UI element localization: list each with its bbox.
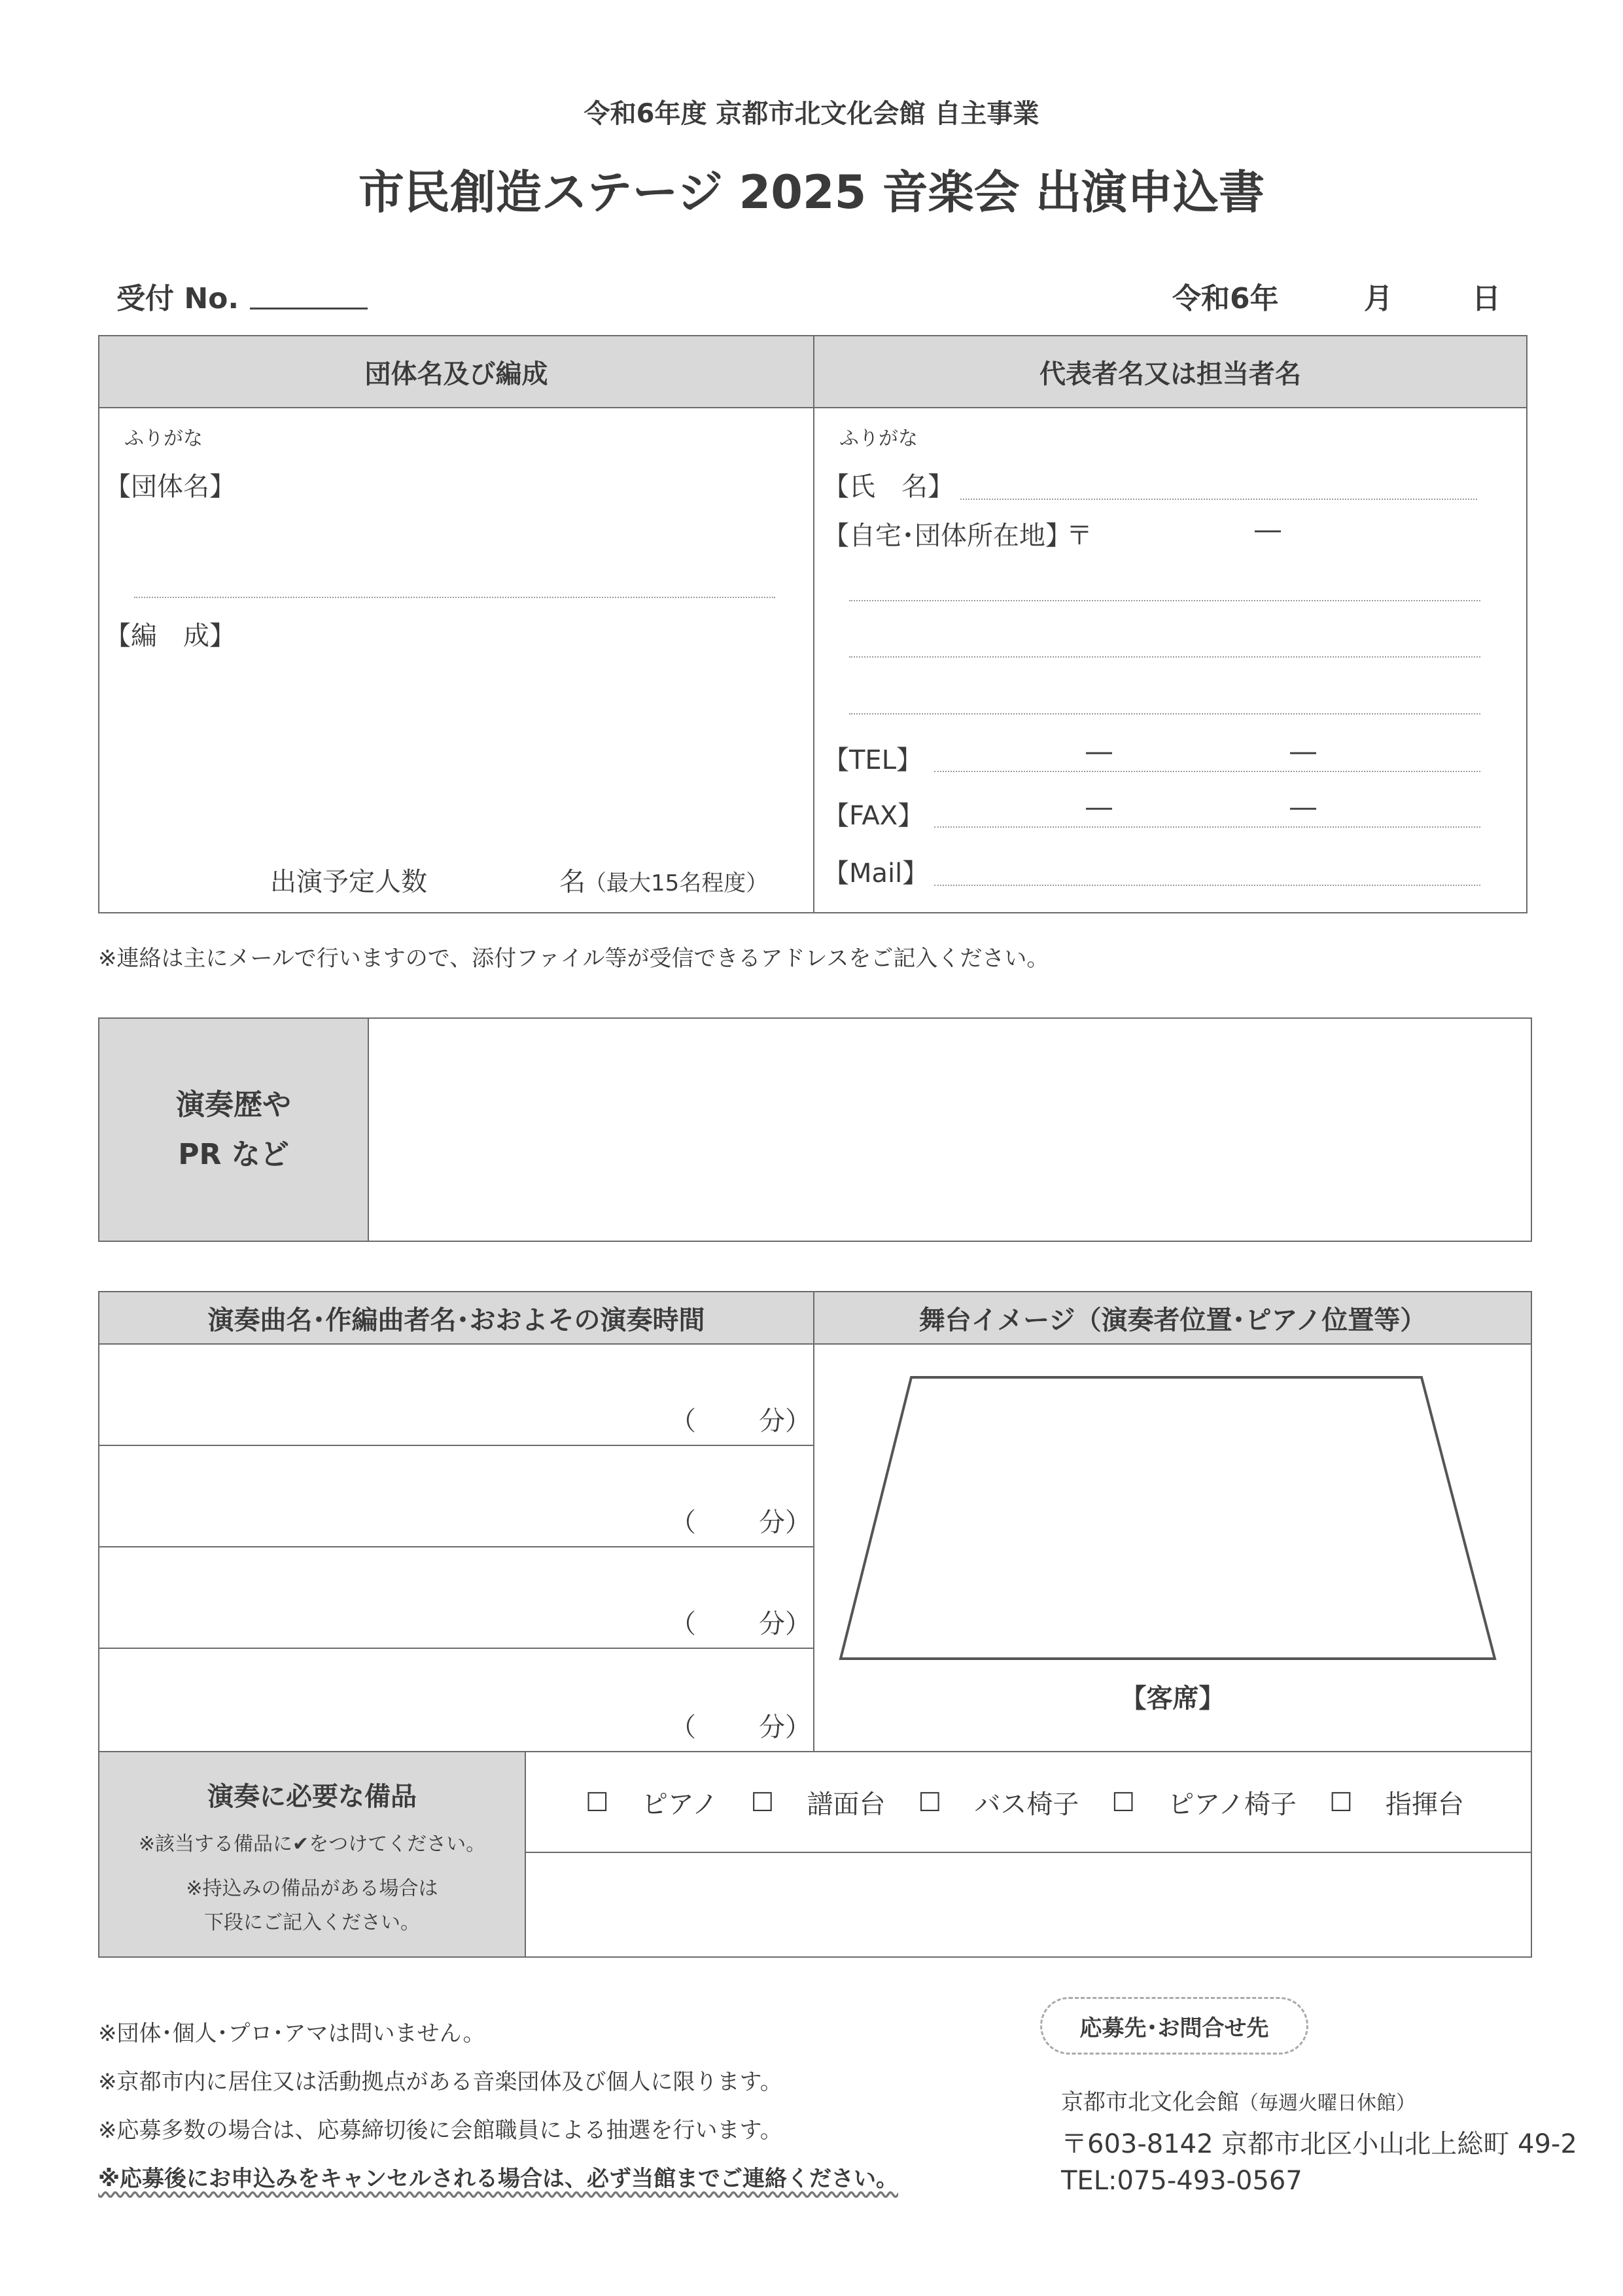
name-label: 【氏 名】 <box>823 472 954 502</box>
pr-label-cell <box>99 1019 368 1241</box>
receipt-label: 受付 No. <box>116 282 239 315</box>
contact-badge-label: 応募先･お問合せ先 <box>1079 2015 1269 2041</box>
group-header <box>99 336 813 407</box>
tel-dash-1: ― <box>1086 737 1112 767</box>
fax-dash-2: ― <box>1290 792 1316 822</box>
column-divider <box>813 335 814 913</box>
fax-field[interactable] <box>934 826 1480 828</box>
form-title: 市民創造ステージ 2025 音楽会 出演申込書 <box>358 166 1265 219</box>
equipment-note-bring-2: 下段にご記入ください。 <box>204 1911 420 1934</box>
program-row[interactable] <box>99 1446 812 1546</box>
duration-open-paren: （ <box>670 1609 696 1639</box>
contact-org <box>1061 2084 1416 2116</box>
equipment-options <box>585 1784 1464 1821</box>
date-day: 日 <box>1472 282 1501 315</box>
group-header-label: 団体名及び編成 <box>364 359 548 389</box>
postal-dash: ― <box>1255 515 1281 545</box>
fax-dash-1: ― <box>1086 792 1112 822</box>
equipment-divider <box>525 1751 526 1958</box>
tel-label: 【TEL】 <box>823 745 922 775</box>
option-music-stand-label: 譜面台 <box>807 1790 886 1820</box>
equipment-label-cell <box>99 1752 525 1956</box>
pr-input-area[interactable] <box>370 1020 1529 1239</box>
program-row[interactable] <box>99 1345 812 1445</box>
mail-field[interactable] <box>934 885 1480 886</box>
group-name-label: 【団体名】 <box>105 472 236 502</box>
tel-field[interactable] <box>934 771 1480 772</box>
contact-badge <box>1040 1997 1308 2055</box>
address-field-1[interactable] <box>849 600 1480 601</box>
duration-unit: 分） <box>759 1609 811 1639</box>
checkbox-bass-chair[interactable]: ☐ <box>918 1787 942 1818</box>
date-year: 令和6年 <box>1172 282 1279 315</box>
footer-note: ※団体･個人･プロ･アマは問いません。 <box>98 2021 485 2047</box>
formation-label: 【編 成】 <box>105 621 236 651</box>
duration-unit: 分） <box>759 1508 811 1538</box>
members-note: （最大15名程度） <box>584 870 769 896</box>
program-row[interactable] <box>99 1547 812 1648</box>
address-field-2[interactable] <box>849 656 1480 658</box>
equipment-note-check: ※該当する備品に✔をつけてください。 <box>138 1833 486 1856</box>
date-month: 月 <box>1364 282 1393 315</box>
contact-org-note: （毎週火曜日休館） <box>1239 2092 1416 2115</box>
stage-header-label: 舞台イメージ（演奏者位置･ピアノ位置等） <box>918 1305 1427 1335</box>
mail-label: 【Mail】 <box>823 858 929 889</box>
equipment-bring-input[interactable] <box>527 1854 1529 1955</box>
duration-unit: 分） <box>759 1406 811 1436</box>
receipt-underline <box>250 308 368 309</box>
representative-header <box>814 336 1526 407</box>
name-field[interactable] <box>960 499 1477 500</box>
contact-org-name: 京都市北文化会館 <box>1061 2089 1239 2115</box>
program-header-label: 演奏曲名･作編曲者名･おおよその演奏時間 <box>207 1305 705 1335</box>
furigana-label-left: ふりがな <box>124 427 203 450</box>
option-piano-label: ピアノ <box>641 1790 718 1820</box>
pr-divider <box>368 1017 369 1242</box>
form-subtitle: 令和6年度 京都市北文化会館 自主事業 <box>584 99 1039 129</box>
group-name-field[interactable] <box>134 597 775 598</box>
duration-open-paren: （ <box>670 1712 696 1742</box>
furigana-label-right: ふりがな <box>839 427 918 450</box>
fax-label: 【FAX】 <box>823 801 924 831</box>
checkbox-music-stand[interactable]: ☐ <box>750 1787 775 1818</box>
address-field-3[interactable] <box>849 713 1480 715</box>
checkbox-podium[interactable]: ☐ <box>1329 1787 1353 1818</box>
footer-note-cancel: ※応募後にお申込みをキャンセルされる場合は、必ず当館までご連絡ください。 <box>98 2166 899 2192</box>
tel-dash-2: ― <box>1290 737 1316 767</box>
postal-mark: 〒 <box>1066 521 1092 551</box>
program-header <box>99 1292 813 1343</box>
duration-unit: 分） <box>759 1712 811 1742</box>
duration-open-paren: （ <box>670 1406 696 1436</box>
checkbox-piano[interactable]: ☐ <box>585 1787 609 1818</box>
pr-label-line2: PR など <box>178 1137 289 1171</box>
members-unit: 名 <box>559 867 585 897</box>
footer-note: ※京都市内に居住又は活動拠点がある音楽団体及び個人に限ります。 <box>98 2069 782 2095</box>
address-label: 【自宅･団体所在地】 <box>823 521 1072 551</box>
contact-address: 〒603-8142 京都市北区小山北上総町 49-2 <box>1061 2129 1577 2159</box>
option-piano-chair-label: ピアノ椅子 <box>1168 1790 1297 1820</box>
program-row[interactable] <box>99 1649 812 1751</box>
stage-outline <box>841 1377 1495 1659</box>
option-podium-label: 指揮台 <box>1385 1790 1464 1820</box>
pr-label-line1: 演奏歴や <box>176 1087 291 1122</box>
contact-note: ※連絡は主にメールで行いますので、添付ファイル等が受信できるアドレスをご記入ください。 <box>98 945 1049 972</box>
equipment-row-divider <box>525 1852 1532 1853</box>
audience-label: 【客席】 <box>1120 1684 1225 1714</box>
equipment-note-bring-1: ※持込みの備品がある場合は <box>186 1877 438 1900</box>
checkbox-piano-chair[interactable]: ☐ <box>1111 1787 1136 1818</box>
option-bass-chair-label: バス椅子 <box>974 1790 1079 1820</box>
contact-tel: TEL:075-493-0567 <box>1061 2166 1302 2196</box>
representative-header-label: 代表者名又は担当者名 <box>1039 359 1301 389</box>
footer-note: ※応募多数の場合は、応募締切後に会館職員による抽選を行います。 <box>98 2117 782 2144</box>
duration-open-paren: （ <box>670 1508 696 1538</box>
stage-header <box>814 1292 1531 1343</box>
members-label: 出演予定人数 <box>270 867 427 897</box>
equipment-title: 演奏に必要な備品 <box>207 1782 417 1812</box>
